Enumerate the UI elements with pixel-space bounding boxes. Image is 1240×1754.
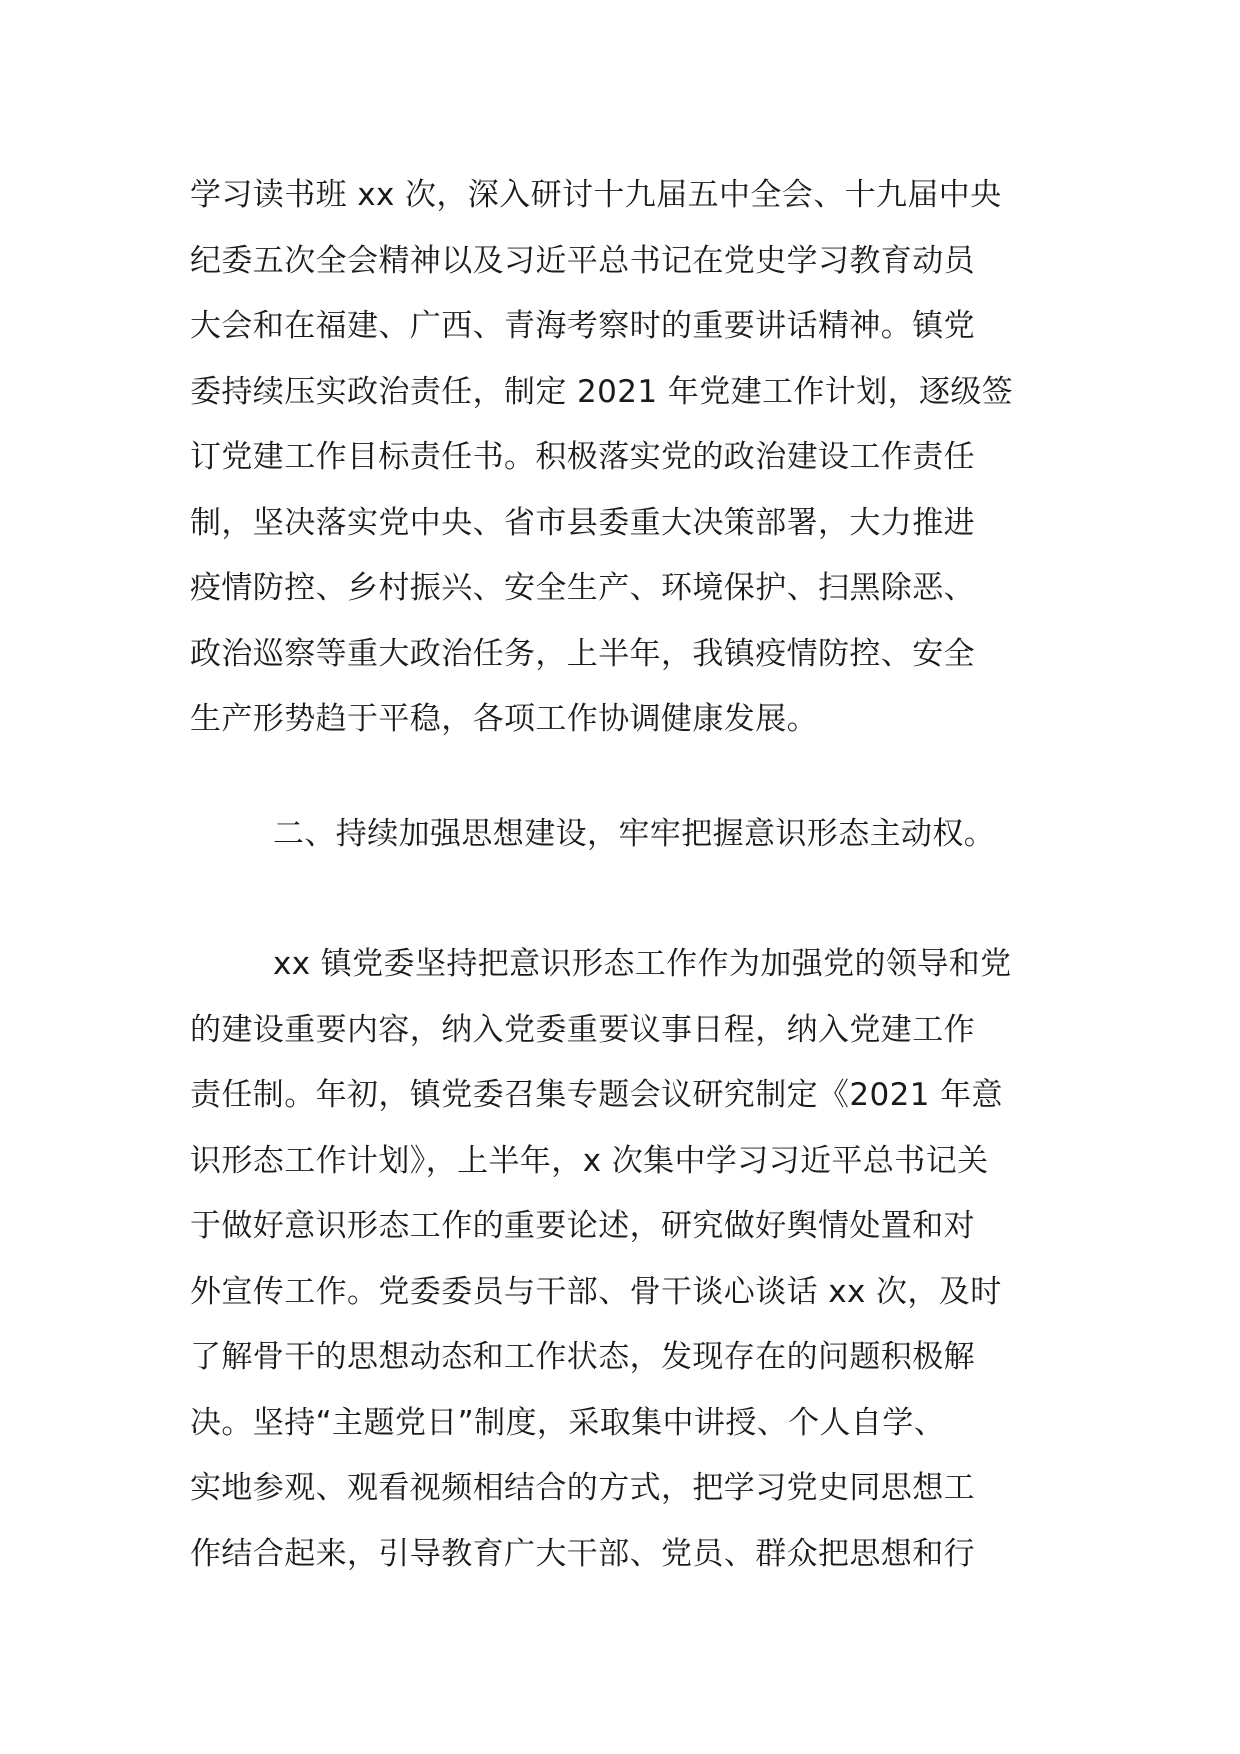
paragraph-line: 订党建工作目标责任书。积极落实党的政治建设工作责任	[190, 439, 975, 475]
section-heading-text: 二、持续加强思想建设，牢牢把握意识形态主动权。	[273, 816, 996, 852]
paragraph-line: xx 镇党委坚持把意识形态工作作为加强党的领导和党	[273, 946, 1012, 982]
paragraph-line: 外宣传工作。党委委员与干部、骨干谈心谈话 xx 次，及时	[190, 1273, 1002, 1310]
section-heading	[190, 802, 1070, 868]
paragraph-line: 实地参观、观看视频相结合的方式，把学习党史同思想工	[190, 1470, 975, 1506]
paragraph-line: 作结合起来，引导教育广大干部、党员、群众把思想和行	[190, 1535, 975, 1572]
paragraph-party-building	[190, 163, 1070, 753]
paragraph-line: 疫情防控、乡村振兴、安全生产、环境保护、扫黑除恶、	[190, 570, 975, 606]
paragraph-line: 于做好意识形态工作的重要论述，研究做好舆情处置和对	[190, 1208, 975, 1244]
paragraph-line: 学习读书班 xx 次，深入研讨十九届五中全会、十九届中央	[190, 177, 1002, 213]
paragraph-line: 委持续压实政治责任，制定 2021 年党建工作计划，逐级签	[190, 373, 1014, 410]
paragraph-line: 政治巡察等重大政治任务，上半年，我镇疫情防控、安全	[190, 635, 975, 672]
paragraph-line: 责任制。年初，镇党委召集专题会议研究制定《2021 年意	[190, 1077, 1003, 1113]
paragraph-line: 决。坚持“主题党日”制度，采取集中讲授、个人自学、	[190, 1404, 946, 1441]
paragraph-line: 大会和在福建、广西、青海考察时的重要讲话精神。镇党	[190, 308, 975, 344]
paragraph-line: 纪委五次全会精神以及习近平总书记在党史学习教育动员	[190, 242, 975, 279]
paragraph-line: 识形态工作计划》，上半年，x 次集中学习习近平总书记关	[190, 1142, 989, 1179]
paragraph-line: 了解骨干的思想动态和工作状态，发现存在的问题积极解	[190, 1339, 975, 1375]
paragraph-ideology-work	[190, 932, 1070, 1587]
paragraph-line: 制，坚决落实党中央、省市县委重大决策部署，大力推进	[190, 504, 975, 541]
paragraph-line: 生产形势趋于平稳，各项工作协调健康发展。	[190, 701, 818, 737]
paragraph-line: 的建设重要内容，纳入党委重要议事日程，纳入党建工作	[190, 1011, 975, 1048]
